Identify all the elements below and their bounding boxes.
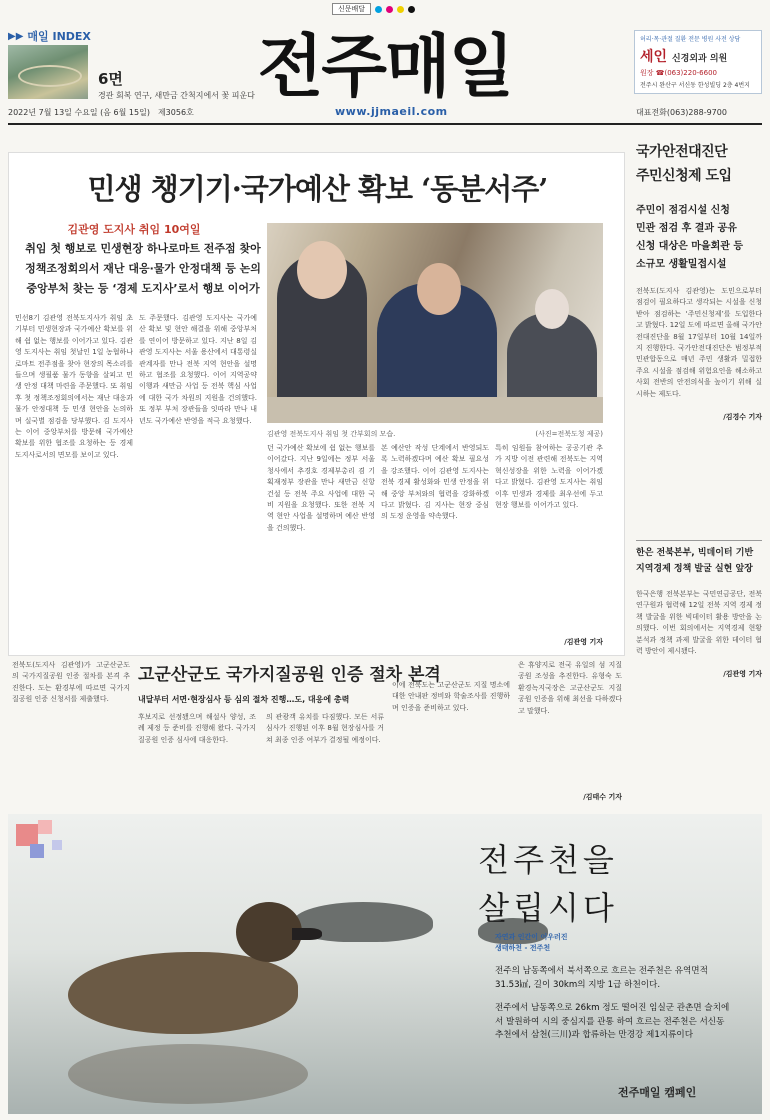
photo-person-head: [417, 263, 461, 315]
cyan-dot: [375, 6, 382, 13]
side-body: 전북도(도지사 김관영)는 도민으로부터 점검이 필요하다고 생각되는 시설을 신청받아 점검하는 ‘주민신청제’를 도입한다고 밝혔다. 12일 도에 따르면 올해 국가안전대진단을 8월 17일부터 10월 14일까지 진행한다. 국가안전대진단은 범정부적 민관합동으로 매년 주민 생활과 밀접한 주요 시설을 점검해 위험요인을 해소하고 사회 전반의 안전의식을 높이기 위해 실시하는 제도다.: [636, 287, 762, 398]
campaign-tagline-line: 자연과 인간이 어우러진: [495, 933, 568, 941]
article-column: 특히 임원들 참여하는 공공기관 추가 지방 이전 관련해 전북도는 지역혁신성장을 위한 노력을 이어가겠다고 밝혔다. 김관영 도지사는 취임 이후 민생과 경제를 최우선에 두고 현장 행보를 이어가고 있다.: [495, 444, 603, 510]
side-headline-line: 국가안전대진단: [636, 144, 728, 160]
article-column: 의 관광객 유치를 다짐했다. 모든 서류심사가 진행된 이후 8월 현장심사를 거쳐 최종 인증 여부가 결정될 예정이다.: [266, 713, 384, 744]
photo-caption: [267, 429, 603, 439]
deck-line: 중앙부처 찾는 등 ‘경제 도지사’로서 행보 이어가: [26, 282, 260, 295]
campaign-paragraph: 전주에서 남동쪽으로 26km 정도 떨어진 임실군 관촌면 슬치에서 발원하여 시의 중심지를 관통 하여 흐르는 전주천은 서신동 추천에서 삼천(三川)과 합류하는 만경강 제1지류이다: [495, 1003, 730, 1040]
decor-square: [52, 840, 62, 850]
article-column: 민선8기 김관영 전북도지사가 취임 초기부터 민생현장과 국가예산 확보를 위해 쉼 없는 행보를 이어가고 있다. 김관영 도지사는 취임 첫날인 1일 농협하나로마트 전주점을 찾아 현장의 목소리를 들으며 생필품 물가 동향을 살피고 민생 안정 대책 마련을 주문했다. 또 취임 후 첫 정책조정회의에서는 재난 대응과 물가 안정대책 등 민생 현안을 논의하며 실국별 점검을 당부했다. 김 도지사는 이어 중앙부처를 방문해 국가예산 확보를 위한 협조를 요청하는 등 경제 도지사로서의 면모를 보이고 있다.: [15, 314, 133, 459]
campaign-title-line: 살립시다: [478, 889, 618, 927]
main-article[interactable]: [8, 152, 625, 656]
campaign-text: [495, 965, 735, 1053]
index-thumbnail[interactable]: [8, 45, 88, 99]
decor-square: [16, 824, 38, 846]
side2-headline-line: 한은 전북본부, 빅데이터 기반: [636, 548, 754, 558]
deck-line: 정책조정회의서 재난 대응·물가 안정대책 등 논의: [25, 262, 261, 275]
side2-body: 한국은행 전북본부는 국민연금공단, 전북연구원과 협력해 12일 전북 지역 경제 정책 발굴을 위한 빅데이터 활용 방안을 논의했다. 이번 회의에서는 지역경제 현황 분석과 정책 과제 발굴을 위한 데이터 협력 방안이 제시됐다.: [636, 590, 762, 656]
article-column: 이에 전북도는 고군산군도 지질 명소에 대한 안내판 정비와 학술조사를 진행하며 인증을 준비하고 있다.: [392, 681, 510, 712]
caption-text: 김관영 전북도지사 취임 첫 간부회의 모습.: [267, 430, 396, 438]
caption-credit: (사진=전북도청 제공): [535, 430, 603, 438]
index-description: 경관 회복 연구, 새만금 간척지에서 꽃 피운다: [98, 91, 255, 100]
index-title-text: 매일 INDEX: [27, 30, 91, 43]
arrow-icon: ▶▶: [8, 30, 24, 42]
second-byline: /김태수 기자: [583, 793, 622, 801]
main-deck: [23, 239, 263, 299]
second-subhead: 내달부터 서면·현장심사 등 심의 절차 진행…도, 대응에 총력: [138, 695, 350, 704]
ad-address: 전주시 완산구 서신동 한성빌딩 2층 4번지: [640, 82, 750, 89]
article-column: 은 휴양지로 전국 유일의 섬 지질공원 조성을 추진한다. 유형숙 도 환경녹지국장은 고군산군도 지질공원 인증을 위해 최선을 다하겠다고 말했다.: [518, 661, 622, 715]
newspaper-logo[interactable]: 전주매일: [257, 28, 513, 107]
main-headline[interactable]: 민생 챙기기·국가예산 확보 ‘동분서주’: [87, 172, 548, 206]
issue-date-line: [8, 107, 194, 118]
main-phone: 대표전화(063)288-9700: [636, 108, 727, 117]
article-column: 던 국가예산 확보에 쉼 없는 행보를 이어갔다. 지난 9일에는 정부 서울청사에서 추경호 경제부총리 겸 기획재정부 장관을 만나 새만금 신항 건설 등 전북 주요 사업에 대한 국비 지원을 요청했다. 또한 전북 지역 현안 사업을 설명하며 예산 반영을 건의했다.: [267, 444, 375, 532]
side-article[interactable]: [636, 140, 762, 423]
side-deck-line: 신청 대상은 마을회관 등: [636, 241, 744, 252]
issue-date: 2022년 7월 13일 수요일 (음 6월 15일): [8, 108, 150, 117]
side2-headline-line: 지역경제 정책 발굴 실현 앞장: [636, 564, 753, 574]
decor-square: [38, 820, 52, 834]
side-article-2[interactable]: [636, 540, 762, 681]
decor-square: [30, 844, 44, 858]
masthead-rule: [8, 123, 762, 125]
side2-byline: /김관영 기자: [723, 670, 762, 679]
side-byline: /김경수 기자: [723, 413, 762, 422]
main-byline: /김관영 기자: [564, 638, 603, 646]
deck-line: 취임 첫 행보로 민생현장 하나로마트 전주점 찾아: [25, 242, 261, 255]
magenta-dot: [386, 6, 393, 13]
article-column: 본 예산안 작성 단계에서 반영되도록 노력하겠다며 예산 확보 필요성을 강조했다. 이어 김관영 도지사는 전북 경제 활성화와 민생 안정을 위해 중앙 부처와의 협력을 강화하겠다고 밝혔다. 김 지사는 현장 중심의 도정 운영을 약속했다.: [381, 444, 489, 521]
campaign-tagline-line: 생태하천 - 전주천: [495, 944, 551, 952]
photo-person-head: [297, 241, 347, 299]
print-registration-mark: [332, 3, 444, 15]
campaign-ad[interactable]: [8, 814, 762, 1114]
website-url[interactable]: www.jjmaeil.com: [335, 105, 448, 118]
side-deck-line: 주민이 점검시설 신청: [636, 205, 730, 216]
meeting-photo[interactable]: [267, 223, 603, 423]
main-kicker: 김관영 도지사 취임 10여일: [67, 223, 201, 236]
side2-headline[interactable]: [636, 540, 762, 577]
issue-number: 제3056호: [157, 108, 194, 117]
index-page-number: 6면: [98, 70, 123, 88]
index-title: [8, 28, 253, 44]
ad-brand: 세인: [640, 49, 668, 65]
campaign-tagline: [495, 932, 568, 954]
second-headline[interactable]: 고군산군도 국가지질공원 인증 절차 본격: [138, 665, 441, 685]
duck-body: [68, 952, 298, 1034]
black-dot: [408, 6, 415, 13]
article-column: 전북도(도지사 김관영)가 고군산군도의 국가지질공원 인증 절차를 본격 추진한다. 도는 환경부에 따르면 국가지질공원 인증 신청서를 제출했다.: [12, 661, 130, 704]
ad-tagline: 허리·목·관절 질환 전문 병원 사전 상담: [640, 36, 741, 43]
campaign-paragraph: 전주의 남동쪽에서 북서쪽으로 흐르는 전주천은 유역면적 31.53㎢, 길이 30km의 지방 1급 하천이다.: [495, 966, 708, 990]
photo-desk: [267, 397, 603, 423]
duck-bill: [292, 928, 322, 940]
clinic-ad[interactable]: [634, 30, 762, 94]
registration-label: 신문배달: [332, 3, 371, 15]
side-deck-line: 소규모 생활밀접시설: [636, 259, 727, 270]
article-column: 후보지로 선정됐으며 해설사 양성, 조례 제정 등 준비를 진행해 왔다. 국가지질공원 인증 심사에 대응한다.: [138, 713, 256, 744]
side-headline[interactable]: [636, 140, 762, 188]
campaign-title-line: 전주천을: [478, 841, 618, 879]
side-deck-line: 민관 점검 후 결과 공유: [636, 223, 737, 234]
duck-reflection: [68, 1044, 308, 1104]
campaign-signature: 전주매일 캠페인: [618, 1086, 697, 1099]
ad-brand-suffix: 신경외과 의원: [671, 54, 728, 64]
second-article[interactable]: [8, 660, 625, 808]
campaign-title: [418, 836, 678, 932]
ad-clinic-name: [640, 46, 756, 66]
side-headline-line: 주민신청제 도입: [636, 168, 732, 184]
yellow-dot: [397, 6, 404, 13]
article-column: 도 주문했다. 김관영 도지사는 국가예산 확보 및 현안 해결을 위해 중앙부처를 연이어 방문하고 있다. 지난 8일 김관영 도지사는 서울 용산에서 대통령실 관계자를 만나 전북 지역 현안을 설명하고 협조를 요청했다. 이어 지역공약 이행과 새만금 사업 등 전북 핵심 사업에 대한 국가 차원의 지원을 건의했다. 또 정부 부처 장관들을 잇따라 만나 내년도 국가예산 반영을 적극 요청했다.: [139, 314, 257, 425]
side-deck: [636, 202, 762, 274]
index-box[interactable]: [8, 28, 253, 100]
photo-person-head: [535, 289, 569, 329]
ad-phone: 원장 ☎(063)220-6600: [640, 69, 717, 77]
